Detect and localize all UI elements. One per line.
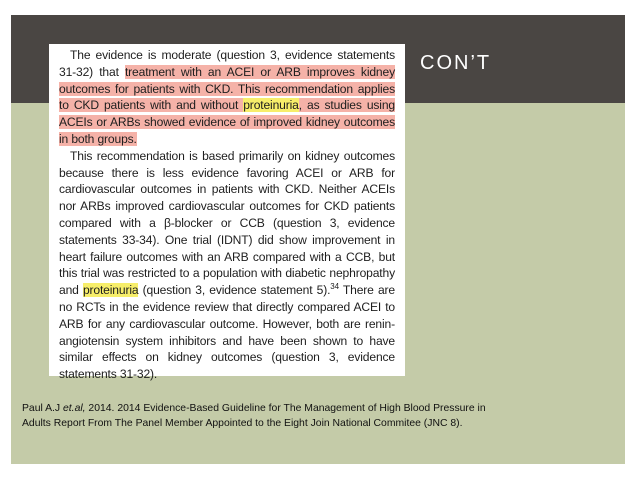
slide-title: CON’T bbox=[420, 52, 492, 74]
excerpt-text: There are no RCTs in the evidence review that directly compared ACEI to ARB for any cardiovascular outcome. However, both are renin-angiotensin system inhibitors and have been shown to have similar effects on kidney outcomes (question 3, evidence statements 31-32). bbox=[59, 283, 395, 382]
reference-superscript: 34 bbox=[330, 282, 339, 292]
excerpt-text: treatment with an ACEI or ARB improves kidney outcomes for patients with CKD. This recommendation applies to CKD patients with and without bbox=[59, 64, 395, 113]
excerpt-text: , as studies using ACEIs or ARBs showed evidence of improved kidney outcomes in both groups. bbox=[59, 98, 395, 146]
highlighted-term-proteinuria: proteinuria bbox=[82, 283, 139, 298]
excerpt-text: (question 3, evidence statement 5). bbox=[138, 283, 331, 298]
excerpt-paragraph-1 bbox=[59, 47, 395, 148]
excerpt-text: The evidence is moderate (question 3, evidence statements 31-32) that bbox=[59, 48, 395, 79]
excerpt-text: This recommendation is based primarily on kidney outcomes because there is less evidence favoring ACEI or ARB for cardiovascular outcomes in patients with CKD. Neither ACEIs nor ARBs improved cardiovascular outcomes for CKD patients compared with a β-blocker or CCB (question 3, evidence statements 33-34). One trial (IDNT) did show improvement in heart failure outcomes with an ARB compared with a CCB, but this trial was restricted to a population with diabetic nephropathy and bbox=[59, 148, 395, 298]
citation-etal: et.al, bbox=[63, 403, 86, 414]
citation bbox=[22, 401, 502, 432]
guideline-excerpt bbox=[49, 44, 405, 382]
excerpt-paragraph-2 bbox=[59, 148, 395, 383]
citation-text: 2014. 2014 Evidence-Based Guideline for The Management of High Blood Pressure in Adults Report From The Panel Member Appointed to the Eight Join National Commitee (JNC 8). bbox=[22, 403, 486, 430]
citation-author: Paul A.J bbox=[22, 403, 64, 414]
highlighted-term-proteinuria: proteinuria bbox=[243, 98, 299, 113]
